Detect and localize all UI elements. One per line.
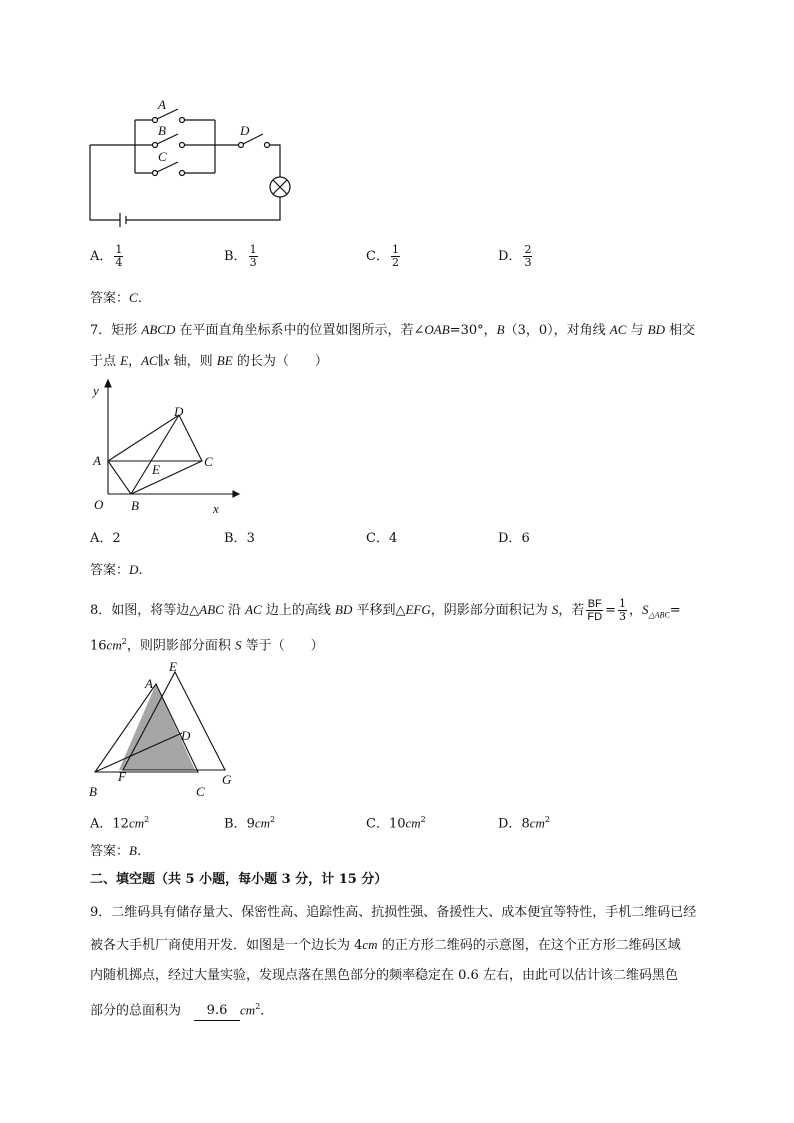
text-fragment: 12 [112,816,129,832]
text-fragment: 8 [521,816,530,832]
option-letter: C． [366,249,389,264]
triangle-translation-figure [85,660,245,805]
q6-option-b [224,244,260,269]
text-fragment: =30°， [449,323,497,338]
text-fragment: 2 [270,815,276,824]
text-fragment: ABCD [141,322,176,337]
text-fragment: 2 [112,531,121,546]
q6-answer [90,289,151,308]
text-fragment: 8．如图，将等边△ [90,603,200,618]
option-letter: A． [90,249,113,264]
text-fragment: A． [90,816,113,832]
text-fragment: BD [647,322,665,337]
q7-answer [90,561,151,580]
section-heading: 二、填空题（共 5 小题，每小题 3 分，计 15 分） [90,872,388,887]
text-fragment: C． [366,816,389,832]
axis-label-y: y [93,383,99,398]
q7-option-d [498,530,530,548]
q9-stem-line4 [90,998,273,1021]
text-fragment: 2 [121,637,127,646]
text-fragment: 2 [144,815,150,824]
fraction-den: 4 [115,256,123,269]
text-fragment: 2 [255,1002,261,1011]
fraction-one-third [618,598,627,623]
q6-option-c [366,244,402,269]
text-fragment: ， [128,354,142,369]
text-fragment: 平移到△ [352,603,406,618]
text-fragment: S [551,602,559,617]
text-fragment: AC [245,602,262,617]
fraction-num: 1 [391,243,399,256]
fraction-num: 2 [524,243,532,256]
point-label-b: B [131,498,139,513]
text-fragment: A． [90,531,113,546]
answer-blank [194,1002,240,1021]
text-fragment: ∥ [157,354,164,369]
fraction [114,244,123,269]
text-fragment: 1 [619,597,626,610]
q8-option-a [90,811,149,833]
fraction [249,244,258,269]
fraction [391,244,400,269]
text-fragment: ，阴影部分面积记为 [430,603,552,618]
axis-label-x: x [213,501,219,516]
option-letter: B． [224,249,247,264]
fraction-den: 2 [391,256,399,269]
text-fragment: 9．二维码具有储存量大、保密性高、追踪性高、抗损性强、备援性大、成本便宜等特性，手机二维码已经 [90,905,697,920]
text-fragment: 9.6 [206,1003,228,1019]
text-fragment: 10 [388,816,406,832]
text-fragment: S [642,602,649,617]
text-fragment: B [496,322,505,337]
q9-stem-line3 [90,967,678,985]
text-fragment: 答案： [90,563,130,578]
text-fragment: B． [224,816,247,832]
q8-option-d [498,811,550,833]
text-fragment: 6 [521,531,530,546]
q7-stem-line2 [90,352,328,371]
q8-stem-line2 [90,633,324,655]
text-fragment: 2 [544,815,550,824]
text-fragment: AC [141,353,158,368]
text-fragment: 内随机掷点，经过大量实验，发现点落在黑色部分的频率稳定在 0.6 左右，由此可以估计该二维码黑色 [90,968,678,983]
text-fragment: 3 [246,531,255,546]
text-fragment: cm [362,937,378,952]
fraction-bf-fd [586,598,603,623]
text-fragment: B． [224,531,247,546]
point-label-c: C [196,784,205,799]
text-fragment: ABC [199,602,224,617]
point-label-d: D [174,404,184,419]
text-fragment: OAB [424,322,450,337]
text-fragment: 的长为（ ） [232,354,328,369]
switch-label-c: C [158,149,167,164]
point-label-a: A [145,676,153,691]
text-fragment: 边上的高线 [261,603,335,618]
circuit-diagram [80,95,310,235]
q7-option-a [90,530,121,548]
text-fragment: cm [405,815,421,831]
text-fragment: BE [216,353,233,368]
text-fragment: 轴，则 [169,354,217,369]
text-fragment: ，若 [558,603,585,618]
fraction-num: 1 [115,243,123,256]
q7-option-b [224,530,255,548]
text-fragment: cm [529,815,545,831]
text-fragment: 9 [246,816,255,832]
text-fragment: 沿 [223,603,246,618]
text-fragment: E [120,353,129,368]
point-label-o: O [94,497,104,512]
text-fragment: cm [254,815,271,831]
q6-option-d [498,244,534,269]
text-fragment: BD [335,602,353,617]
text-fragment: 与 [626,323,648,338]
text-fragment: 7．矩形 [90,323,142,338]
q7-option-c [366,530,397,548]
q8-option-b [224,811,275,833]
q9-stem-line2 [90,936,681,955]
text-fragment: AC [609,322,627,337]
text-fragment: x [163,353,170,368]
point-label-g: G [222,772,232,787]
fraction [523,244,532,269]
q6-option-a [90,244,125,269]
text-fragment: D． [498,816,522,832]
q8-stem-line1 [90,598,681,625]
text-fragment: = [669,603,681,618]
q9-stem-line1 [90,904,696,922]
fraction-num: 1 [249,243,257,256]
switch-label-d: D [240,123,250,138]
text-fragment: ． [260,1003,274,1019]
q8-answer [90,842,150,861]
text-fragment: ，则阴影部分面积 [126,638,235,654]
text-fragment: S [234,637,242,653]
fraction-den: 3 [249,256,257,269]
text-fragment: △ABC [648,610,670,620]
text-fragment: 答案： [90,844,130,859]
point-label-c: C [204,454,213,469]
switch-label-a: A [158,97,166,112]
text-fragment: cm [106,637,122,653]
point-label-f: F [118,769,126,784]
q8-option-c [366,811,426,833]
text-fragment: 等于（ ） [241,638,324,654]
q7-stem-line1 [90,321,695,340]
text-fragment: 2 [420,815,426,824]
text-fragment: 部分的总面积为 [90,1003,195,1019]
text-fragment: ， [629,603,643,618]
point-label-a: A [93,453,101,468]
text-fragment: D． [498,531,522,546]
text-fragment: 16 [90,638,107,654]
switch-label-b: B [158,123,166,138]
rectangle-coordinate-figure [85,375,245,520]
answer-label: 答案： [90,291,130,306]
point-label-e: E [152,462,160,477]
option-letter: D． [498,249,522,264]
text-fragment: 4 [388,531,398,546]
text-fragment: 相交 [664,323,696,338]
text-fragment: 3 [619,610,626,623]
text-fragment: 的正方形二维码的示意图，在这个正方形二维码区域 [377,938,681,953]
text-fragment: B． [129,843,150,858]
point-label-e: E [169,660,177,674]
text-fragment: cm [240,1002,256,1018]
text-fragment: （3，0），对角线 [504,323,610,338]
text-fragment: D． [129,562,152,577]
text-fragment: 在平面直角坐标系中的位置如图所示，若∠ [175,323,425,338]
text-fragment: 被各大手机厂商使用开发．如图是一个边长为 4 [90,938,363,953]
text-fragment: C． [366,531,389,546]
point-label-d: D [181,728,191,743]
text-fragment: FD [587,611,603,623]
text-fragment: EFG [405,602,431,617]
text-fragment: cm [128,815,145,831]
text-fragment: = [605,603,616,618]
fraction-den: 3 [524,256,532,269]
text-fragment: BF [587,598,602,610]
point-label-b: B [89,784,97,799]
answer-value: C． [129,290,151,305]
text-fragment: 于点 [90,354,121,369]
